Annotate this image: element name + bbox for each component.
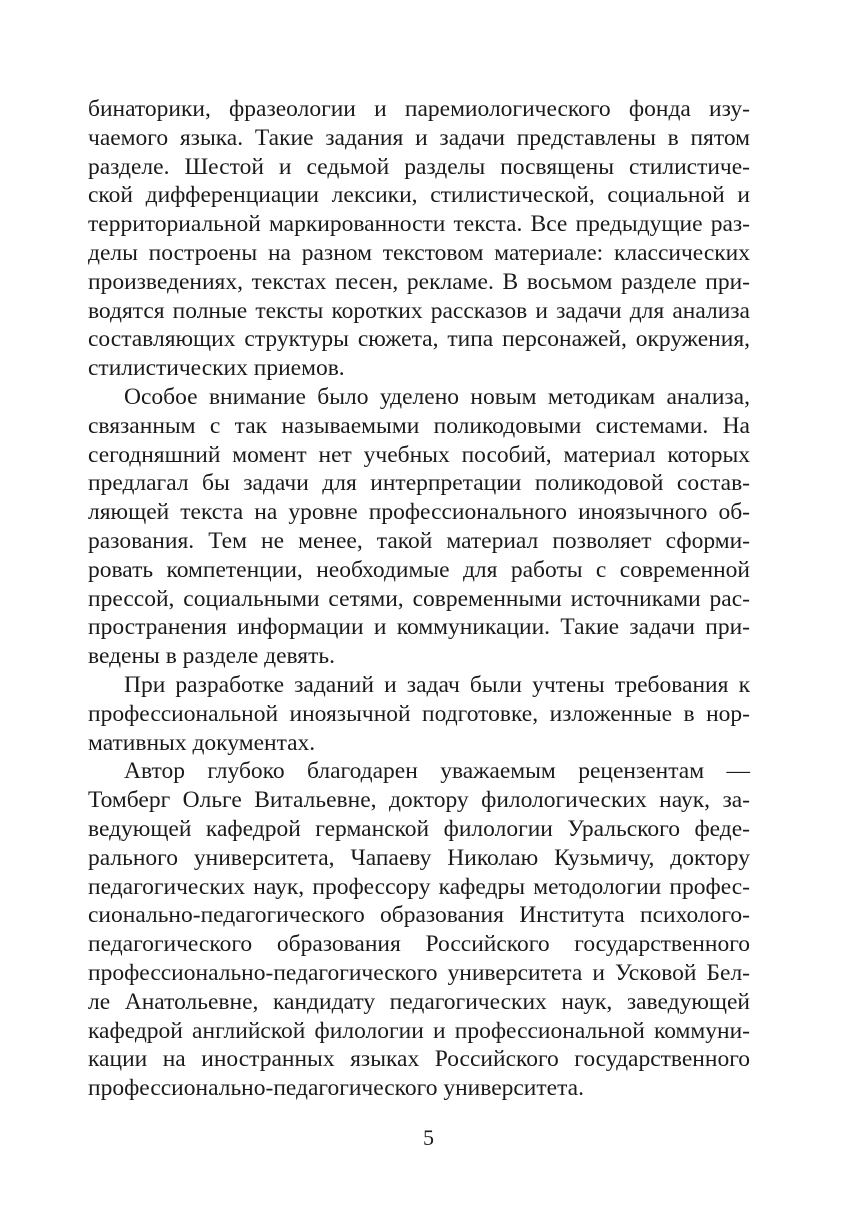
text-line: Особое внимание было уделено новым методикам анализа, [124,383,750,410]
text-line: стилистических приемов. [88,355,345,382]
text-line: мативных документах. [88,729,316,756]
text-line: педагогического образования Российского государственного [88,931,750,958]
text-line: ведующей кафедрой германской филологии Уральского феде- [88,815,750,842]
text-line: ровать компетенции, необходимые для работы с современной [88,556,750,583]
text-line: произведениях, текстах песен, рекламе. В восьмом разделе при- [88,268,750,295]
text-line: ведены в разделе девять. [88,643,335,670]
text-line: профессионально-педагогического университета и Усковой Бел- [88,959,750,986]
paragraph-2 [88,383,750,671]
text-line: сегодняшний момент нет учебных пособий, материал которых [88,441,750,468]
text-line: ле Анатольевне, кандидату педагогических наук, заведующей [88,988,750,1015]
paragraph-3 [88,671,750,757]
text-line: бинаторики, фразеологии и паремиологического фонда изу- [88,96,750,122]
page-number: 5 [423,1125,434,1150]
text-line: пространения информации и коммуникации. Такие задачи при- [88,614,750,641]
text-line: составляющих структуры сюжета, типа персонажей, окружения, [88,326,750,353]
text-line: рального университета, Чапаеву Николаю Кузьмичу, доктору [88,844,750,871]
text-line: чаемого языка. Такие задания и задачи представлены в пятом [88,124,750,151]
page-body [88,95,750,1103]
text-line: педагогических наук, профессору кафедры методологии профес- [88,873,750,900]
paragraph-1 [88,95,750,383]
text-line: водятся полные тексты коротких рассказов и задачи для анализа [88,297,750,324]
text-line: профессиональной иноязычной подготовке, изложенные в нор- [88,700,750,727]
text-line: Томберг Ольге Витальевне, доктору филологических наук, за- [88,787,750,814]
text-line: ляющей текста на уровне профессионального иноязычного об- [88,499,750,526]
text-line: сионально-педагогического образования Института психолого- [88,902,750,929]
text-line: территориальной маркированности текста. Все предыдущие раз- [88,211,750,238]
text-line: ской дифференциации лексики, стилистической, социальной и [88,182,750,209]
text-line: При разработке заданий и задач были учтены требования к [124,671,750,698]
text-line: связанным с так называемыми поликодовыми системами. На [88,412,750,439]
text-line: разделе. Шестой и седьмой разделы посвящены стилистиче- [88,153,750,180]
text-line: прессой, социальными сетями, современными источниками рас- [88,585,750,612]
text-line: профессионально-педагогического университета. [88,1075,584,1102]
text-line: кафедрой английской филологии и профессиональной коммуни- [88,1017,750,1044]
text-line: делы построены на разном текстовом материале: классических [88,239,750,266]
paragraph-4 [88,757,750,1103]
text-line: кации на иностранных языках Российского государственного [88,1046,750,1073]
text-line: предлагал бы задачи для интерпретации поликодовой состав- [88,470,750,497]
text-line: Автор глубоко благодарен уважаемым рецензентам — [124,758,750,785]
text-line: разования. Тем не менее, такой материал позволяет сформи- [88,527,750,554]
